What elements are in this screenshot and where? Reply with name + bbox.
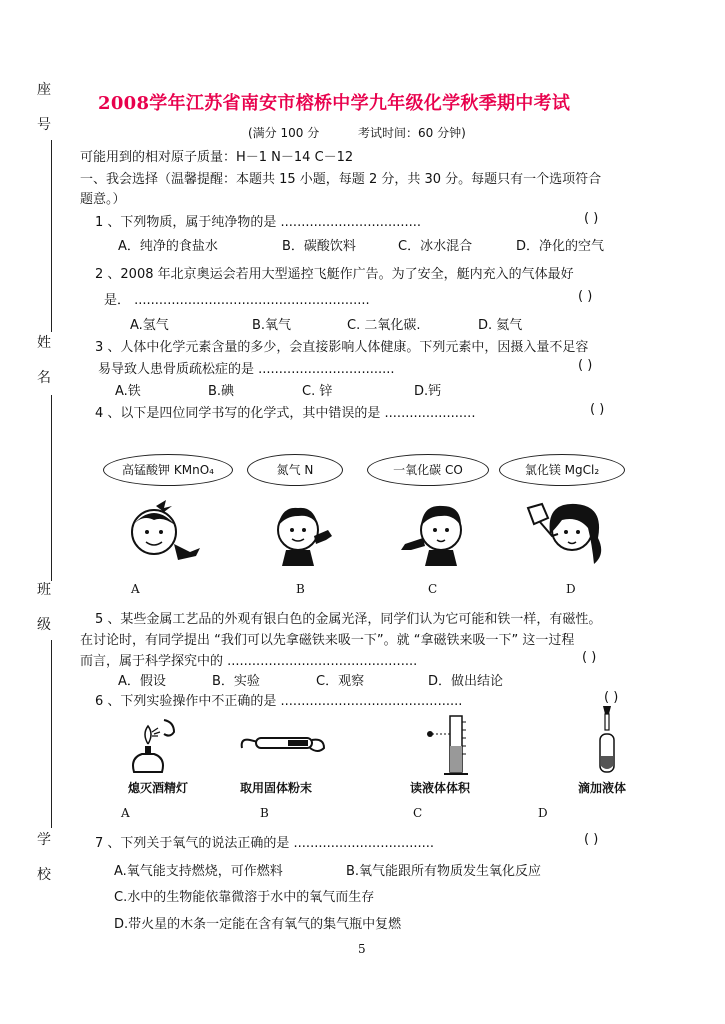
q1-option-d: D．净化的空气 — [516, 239, 605, 254]
q1-option-c: C．冰水混合 — [398, 239, 473, 254]
q7-option-b: B.氧气能跟所有物质发生氧化反应 — [346, 864, 542, 879]
add-liquid-illustration — [592, 704, 622, 778]
full-marks: (满分 100 分 — [248, 126, 320, 140]
q6-caption-c: 读液体体积 — [410, 781, 471, 795]
q6-label-c: C — [413, 806, 423, 820]
q1-answer-paren[interactable]: ( ) — [584, 211, 599, 226]
q3-option-d: D.钙 — [414, 384, 442, 399]
q2-option-b: B.氧气 — [252, 318, 292, 333]
student-c-illustration — [395, 494, 485, 569]
q7-option-a: A.氧气能支持燃烧，可作燃料 — [114, 864, 283, 879]
q4-cloud-d: 氯化镁 MgCl₂ — [499, 454, 625, 486]
margin-char: 名 — [37, 370, 51, 386]
q3-answer-paren[interactable]: ( ) — [578, 358, 593, 373]
q6-stem: 6 、下列实验操作中不正确的是 ............................................ — [95, 694, 463, 709]
q6-answer-paren[interactable]: ( ) — [604, 690, 619, 705]
q4-cloud-a: 高锰酸钾 KMnO₄ — [103, 454, 233, 486]
q7-answer-paren[interactable]: ( ) — [584, 832, 599, 847]
q4-stem: 4 、以下是四位同学书写的化学式，其中错误的是 ...................... — [95, 406, 476, 421]
student-d-illustration — [520, 494, 620, 572]
q5-stem: 5 、某些金属工艺品的外观有银白色的金属光泽，同学们认为它可能和铁一样，有磁性。 — [95, 612, 602, 627]
q7-option-d: D.带火星的木条一定能在含有氧气的集气瓶中复燃 — [114, 917, 402, 932]
q7-stem: 7 、下列关于氧气的说法正确的是 .................................. — [95, 836, 435, 851]
q6-label-b: B — [260, 806, 269, 820]
q4-cloud-c: 一氧化碳 CO — [367, 454, 489, 486]
powder-transfer-illustration — [238, 726, 328, 762]
q2-option-a: A.氢气 — [130, 318, 169, 333]
atomic-mass-info: 可能用到的相对原子质量：H－1 N－14 C－12 — [80, 150, 354, 165]
q2-stem-cont: 是． ......................................................... — [104, 293, 370, 308]
q4-label-d: D — [566, 582, 576, 596]
margin-char: 校 — [37, 867, 51, 883]
q7-option-c: C.水中的生物能依靠微溶于水中的氧气而生存 — [114, 890, 375, 905]
margin-school — [36, 832, 52, 884]
q3-option-a: A.铁 — [115, 384, 141, 399]
margin-class — [36, 582, 52, 634]
margin-char: 座 — [37, 82, 51, 98]
q5-answer-paren[interactable]: ( ) — [582, 650, 597, 665]
q4-answer-paren[interactable]: ( ) — [590, 402, 605, 417]
q6-label-a: A — [121, 806, 130, 820]
margin-line — [51, 640, 52, 828]
student-b-illustration — [262, 496, 352, 571]
margin-char: 学 — [37, 832, 51, 848]
margin-name — [36, 335, 52, 387]
margin-line — [51, 140, 52, 332]
q6-label-d: D — [538, 806, 548, 820]
q6-caption-a: 熄灭酒精灯 — [128, 781, 189, 795]
margin-char: 号 — [37, 117, 51, 133]
q1-option-a: A．纯净的食盐水 — [118, 239, 218, 254]
page-number: 5 — [358, 942, 366, 956]
q2-option-c: C. 二氧化碳. — [347, 318, 421, 333]
q5-option-b: B．实验 — [212, 674, 260, 689]
q5-option-c: C．观察 — [316, 674, 365, 689]
q3-stem-cont: 易导致人患骨质疏松症的是 ................................. — [98, 362, 395, 377]
q2-answer-paren[interactable]: ( ) — [578, 289, 593, 304]
margin-char: 班 — [37, 582, 51, 598]
q2-stem: 2 、2008 年北京奥运会若用大型遥控飞艇作广告。为了安全，艇内充入的气体最好 — [95, 267, 574, 282]
q6-caption-b: 取用固体粉末 — [240, 781, 313, 795]
section-instructions-cont: 题意。） — [80, 192, 126, 207]
q1-option-b: B．碳酸饮料 — [282, 239, 356, 254]
q4-cloud-b: 氮气 N — [247, 454, 343, 486]
extinguish-lamp-illustration — [120, 712, 184, 778]
margin-char: 姓 — [37, 335, 51, 351]
q2-option-d: D. 氦气 — [478, 318, 523, 333]
q6-caption-d: 滴加液体 — [578, 781, 627, 795]
exam-time: 考试时间：60 分钟) — [358, 126, 466, 140]
q4-label-c: C — [428, 582, 438, 596]
q4-label-b: B — [296, 582, 305, 596]
q3-option-c: C. 锌 — [302, 384, 333, 399]
q5-option-d: D．做出结论 — [428, 674, 504, 689]
page-title: 2008学年江苏省南安市榕桥中学九年级化学秋季期中考试 — [98, 93, 571, 114]
margin-seat-number — [36, 82, 52, 134]
margin-line — [51, 395, 52, 581]
q1-stem: 1 、下列物质，属于纯净物的是 .................................. — [95, 215, 422, 230]
q5-stem-cont: 在讨论时，有同学提出 “我们可以先拿磁铁来吸一下”。就 “拿磁铁来吸一下” 这一过程 — [80, 633, 575, 648]
read-volume-illustration — [424, 712, 484, 778]
q4-label-a: A — [131, 582, 140, 596]
margin-char: 级 — [37, 617, 51, 633]
q3-stem: 3 、人体中化学元素含量的多少，会直接影响人体健康。下列元素中，因摄入量不足容 — [95, 340, 589, 355]
student-a-illustration — [118, 496, 208, 571]
q3-option-b: B.碘 — [208, 384, 235, 399]
section-instructions: 一、我会选择（温馨提醒：本题共 15 小题，每题 2 分，共 30 分。每题只有一个选项符合 — [80, 172, 602, 187]
q5-option-a: A．假设 — [118, 674, 166, 689]
q5-stem-cont2: 而言，属于科学探究中的 .............................................. — [80, 654, 418, 669]
